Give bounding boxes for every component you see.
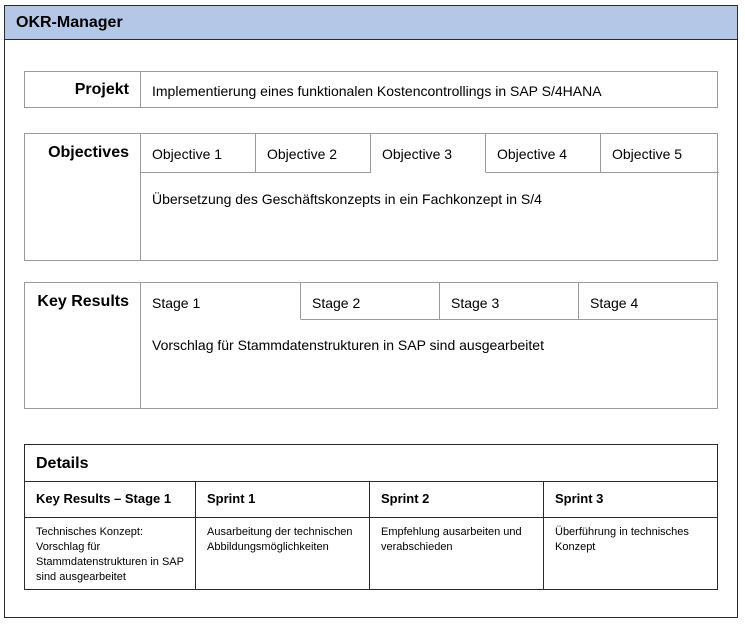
- tab-stage-2[interactable]: Stage 2: [301, 283, 440, 320]
- details-title: Details: [36, 455, 89, 472]
- details-column-header: Sprint 3: [544, 482, 717, 518]
- objective-content: Übersetzung des Geschäftskonzepts in ein Fachkonzept in S/4: [152, 191, 542, 207]
- title-bar: [5, 6, 737, 40]
- objectives-tabs: [141, 134, 717, 173]
- details-column-body: Technisches Konzept: Vorschlag für Stammdatenstrukturen in SAP sind ausgearbeitet: [36, 526, 184, 583]
- projekt-row: [24, 71, 718, 108]
- details-section: [24, 444, 718, 590]
- details-column-header: Key Results – Stage 1: [25, 482, 195, 518]
- app-title: OKR-Manager: [16, 14, 123, 31]
- details-column: [25, 482, 196, 589]
- tab-objective-1[interactable]: Objective 1: [141, 134, 256, 173]
- key-results-panel: [140, 283, 717, 408]
- tab-objective-3[interactable]: Objective 3: [371, 134, 486, 173]
- details-column-body: Empfehlung ausarbeiten und verabschieden: [381, 526, 522, 553]
- details-header: [25, 445, 717, 482]
- objectives-label: Objectives: [48, 144, 129, 161]
- details-column: [544, 482, 717, 589]
- objectives-section: [24, 133, 718, 261]
- tab-objective-4[interactable]: Objective 4: [486, 134, 601, 173]
- details-column: [370, 482, 544, 589]
- details-column-body: Überführung in technisches Konzept: [555, 526, 689, 553]
- details-column-header: Sprint 1: [196, 482, 369, 518]
- tab-objective-5[interactable]: Objective 5: [601, 134, 719, 173]
- tab-stage-1[interactable]: Stage 1: [141, 283, 301, 320]
- tab-objective-2[interactable]: Objective 2: [256, 134, 371, 173]
- key-results-section: [24, 282, 718, 409]
- details-column: [196, 482, 370, 589]
- projekt-value[interactable]: Implementierung eines funktionalen Kostencontrollings in SAP S/4HANA: [152, 83, 602, 99]
- projekt-label: Projekt: [74, 81, 129, 98]
- projekt-divider: [140, 72, 141, 107]
- tab-stage-4[interactable]: Stage 4: [579, 283, 718, 320]
- objectives-panel: [140, 134, 717, 260]
- details-table: [25, 482, 717, 589]
- key-results-label: Key Results: [37, 293, 129, 310]
- details-column-body: Ausarbeitung der technischen Abbildungsmöglichkeiten: [207, 526, 353, 553]
- details-column-header: Sprint 2: [370, 482, 543, 518]
- key-result-content: Vorschlag für Stammdatenstrukturen in SAP sind ausgearbeitet: [152, 337, 544, 353]
- key-results-tabs: [141, 283, 717, 320]
- tab-stage-3[interactable]: Stage 3: [440, 283, 579, 320]
